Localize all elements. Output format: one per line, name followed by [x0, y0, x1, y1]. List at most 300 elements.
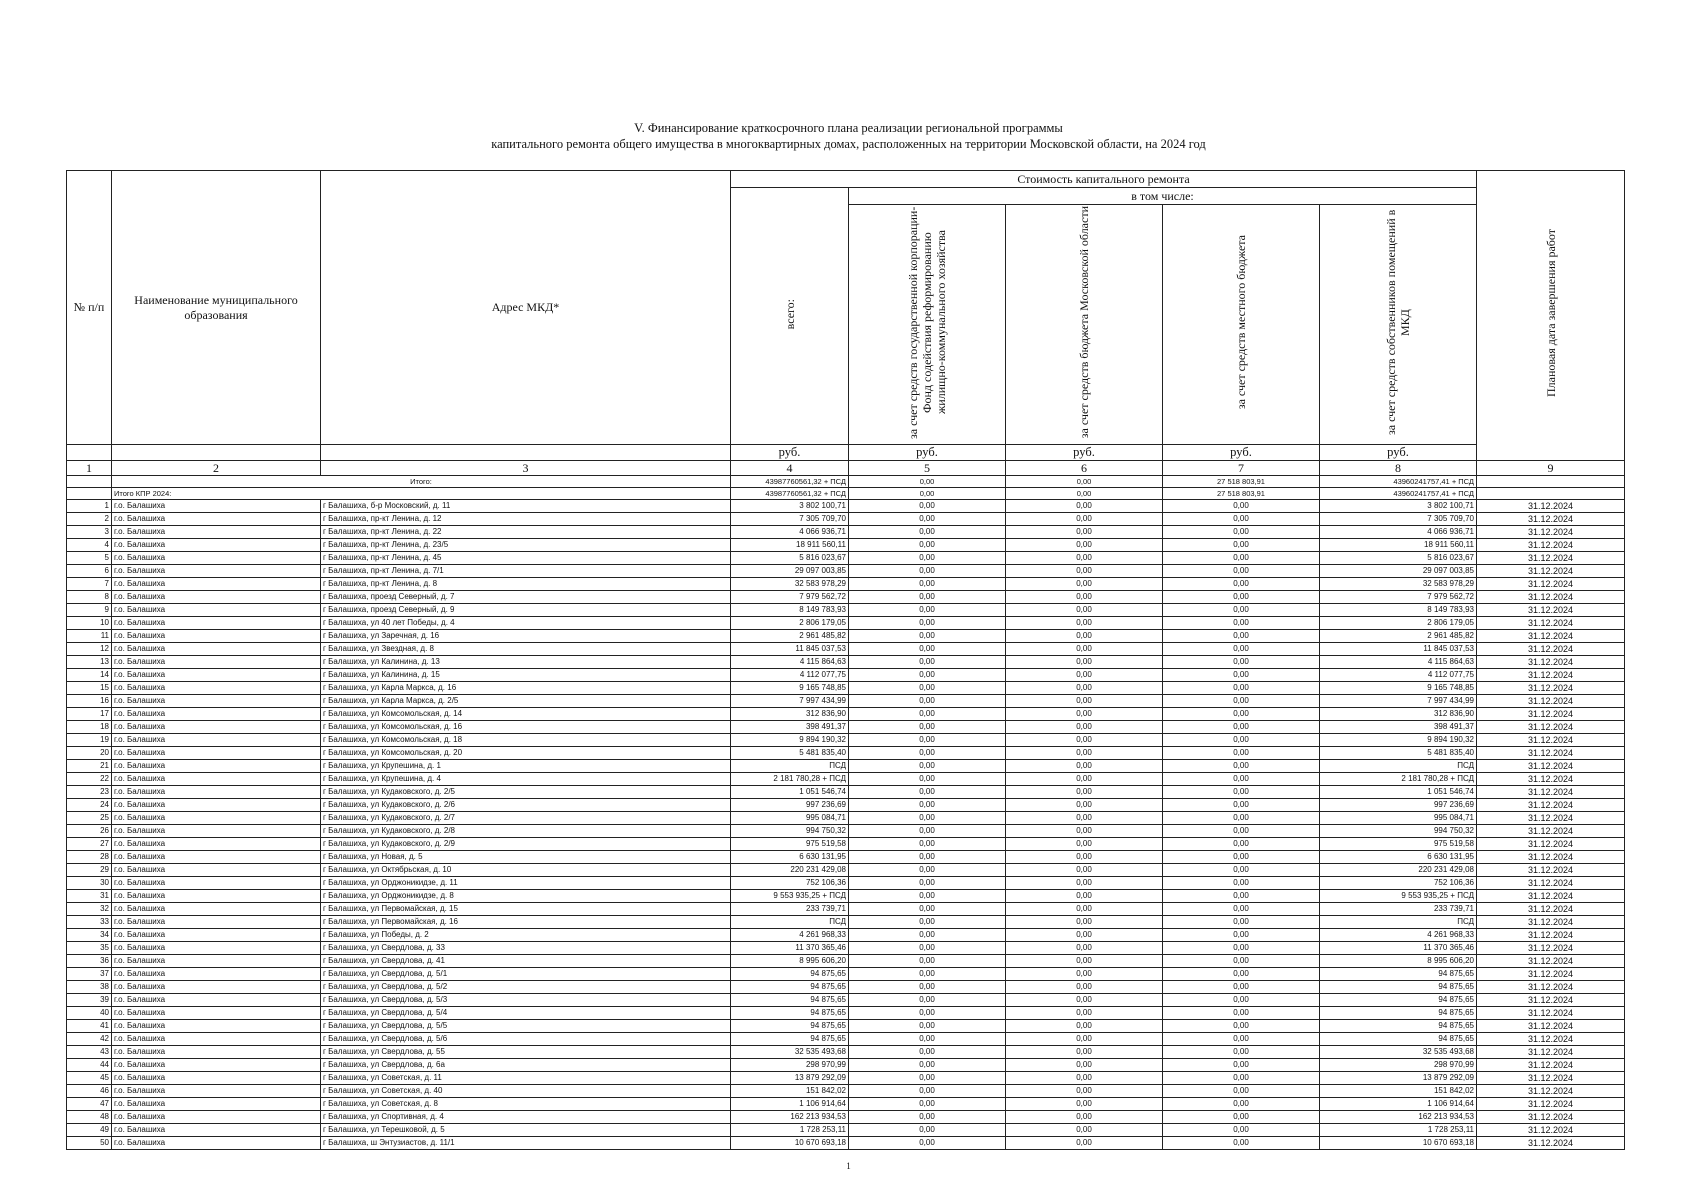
row-region: 0,00	[1006, 1007, 1163, 1020]
row-owners: 997 236,69	[1320, 799, 1477, 812]
row-date: 31.12.2024	[1477, 552, 1625, 565]
row-date: 31.12.2024	[1477, 747, 1625, 760]
row-local: 0,00	[1163, 747, 1320, 760]
row-address: г Балашиха, ул Калинина, д. 15	[321, 669, 731, 682]
row-number: 16	[67, 695, 112, 708]
row-total: 162 213 934,53	[731, 1111, 849, 1124]
row-address: г Балашиха, пр-кт Ленина, д. 23/5	[321, 539, 731, 552]
row-number: 36	[67, 955, 112, 968]
row-local: 0,00	[1163, 656, 1320, 669]
row-municipality: г.о. Балашиха	[112, 968, 321, 981]
row-local: 0,00	[1163, 539, 1320, 552]
row-owners: 8 995 606,20	[1320, 955, 1477, 968]
row-date: 31.12.2024	[1477, 591, 1625, 604]
row-date: 31.12.2024	[1477, 994, 1625, 1007]
table-row	[67, 708, 1625, 721]
row-address: г Балашиха, проезд Северный, д. 9	[321, 604, 731, 617]
row-date: 31.12.2024	[1477, 604, 1625, 617]
row-fund: 0,00	[849, 643, 1006, 656]
row-owners: 29 097 003,85	[1320, 565, 1477, 578]
row-region: 0,00	[1006, 812, 1163, 825]
row-fund: 0,00	[849, 513, 1006, 526]
row-local: 0,00	[1163, 916, 1320, 929]
row-owners: 4 066 936,71	[1320, 526, 1477, 539]
row-fund: 0,00	[849, 539, 1006, 552]
row-municipality: г.о. Балашиха	[112, 1124, 321, 1137]
row-total: 94 875,65	[731, 1020, 849, 1033]
row-local: 0,00	[1163, 877, 1320, 890]
row-municipality: г.о. Балашиха	[112, 1072, 321, 1085]
row-owners: 752 106,36	[1320, 877, 1477, 890]
header-address: Адрес МКД*	[321, 171, 731, 445]
row-total: 10 670 693,18	[731, 1137, 849, 1150]
row-local: 0,00	[1163, 513, 1320, 526]
row-fund: 0,00	[849, 617, 1006, 630]
row-fund: 0,00	[849, 929, 1006, 942]
row-region: 0,00	[1006, 1085, 1163, 1098]
row-address: г Балашиха, ул Кудаковского, д. 2/5	[321, 786, 731, 799]
row-region: 0,00	[1006, 721, 1163, 734]
row-municipality: г.о. Балашиха	[112, 617, 321, 630]
row-number: 19	[67, 734, 112, 747]
row-region: 0,00	[1006, 643, 1163, 656]
unit-local: руб.	[1163, 445, 1320, 461]
row-municipality: г.о. Балашиха	[112, 864, 321, 877]
row-owners: 18 911 560,11	[1320, 539, 1477, 552]
row-municipality: г.о. Балашиха	[112, 890, 321, 903]
row-municipality: г.о. Балашиха	[112, 1020, 321, 1033]
header-date: Плановая дата завершения работ	[1543, 229, 1558, 398]
row-date: 31.12.2024	[1477, 825, 1625, 838]
row-region: 0,00	[1006, 760, 1163, 773]
row-municipality: г.о. Балашиха	[112, 955, 321, 968]
row-address: г Балашиха, ул Советская, д. 11	[321, 1072, 731, 1085]
table-row	[67, 773, 1625, 786]
row-date: 31.12.2024	[1477, 500, 1625, 513]
row-total: 6 630 131,95	[731, 851, 849, 864]
row-owners: 9 165 748,85	[1320, 682, 1477, 695]
table-row	[67, 916, 1625, 929]
row-municipality: г.о. Балашиха	[112, 643, 321, 656]
row-region: 0,00	[1006, 890, 1163, 903]
row-address: г Балашиха, ул Победы, д. 2	[321, 929, 731, 942]
row-owners: 2 806 179,05	[1320, 617, 1477, 630]
summary-num-cell	[67, 476, 112, 488]
row-address: г Балашиха, ул Спортивная, д. 4	[321, 1111, 731, 1124]
row-owners: 1 728 253,11	[1320, 1124, 1477, 1137]
header-region-cell	[1006, 205, 1163, 445]
table-row	[67, 1046, 1625, 1059]
row-municipality: г.о. Балашиха	[112, 877, 321, 890]
row-region: 0,00	[1006, 1033, 1163, 1046]
row-owners: 4 115 864,63	[1320, 656, 1477, 669]
row-address: г Балашиха, ул Новая, д. 5	[321, 851, 731, 864]
row-address: г Балашиха, пр-кт Ленина, д. 22	[321, 526, 731, 539]
row-region: 0,00	[1006, 1059, 1163, 1072]
table-row	[67, 682, 1625, 695]
row-date: 31.12.2024	[1477, 929, 1625, 942]
row-region: 0,00	[1006, 773, 1163, 786]
row-date: 31.12.2024	[1477, 695, 1625, 708]
row-owners: 312 836,90	[1320, 708, 1477, 721]
row-address: г Балашиха, ш Энтузиастов, д. 11/1	[321, 1137, 731, 1150]
row-number: 7	[67, 578, 112, 591]
row-number: 35	[67, 942, 112, 955]
row-date: 31.12.2024	[1477, 539, 1625, 552]
row-region: 0,00	[1006, 513, 1163, 526]
row-region: 0,00	[1006, 565, 1163, 578]
summary-local: 27 518 803,91	[1163, 476, 1320, 488]
row-municipality: г.о. Балашиха	[112, 981, 321, 994]
row-address: г Балашиха, ул Свердлова, д. 5/6	[321, 1033, 731, 1046]
row-region: 0,00	[1006, 708, 1163, 721]
header-num: № п/п	[67, 171, 112, 445]
summary-owners: 43960241757,41 + ПСД	[1320, 476, 1477, 488]
row-municipality: г.о. Балашиха	[112, 903, 321, 916]
row-total: 94 875,65	[731, 981, 849, 994]
table-row	[67, 630, 1625, 643]
col-number: 7	[1163, 461, 1320, 476]
row-fund: 0,00	[849, 734, 1006, 747]
unit-total: руб.	[731, 445, 849, 461]
table-row	[67, 1059, 1625, 1072]
financing-table	[66, 170, 1625, 1150]
row-number: 43	[67, 1046, 112, 1059]
row-number: 29	[67, 864, 112, 877]
row-address: г Балашиха, пр-кт Ленина, д. 12	[321, 513, 731, 526]
row-address: г Балашиха, ул Комсомольская, д. 14	[321, 708, 731, 721]
row-region: 0,00	[1006, 591, 1163, 604]
row-address: г Балашиха, ул Звездная, д. 8	[321, 643, 731, 656]
row-region: 0,00	[1006, 916, 1163, 929]
row-address: г Балашиха, ул Кудаковского, д. 2/9	[321, 838, 731, 851]
row-municipality: г.о. Балашиха	[112, 838, 321, 851]
row-number: 22	[67, 773, 112, 786]
row-date: 31.12.2024	[1477, 981, 1625, 994]
row-region: 0,00	[1006, 1020, 1163, 1033]
row-owners: 2 181 780,28 + ПСД	[1320, 773, 1477, 786]
row-address: г Балашиха, ул Свердлова, д. 5/2	[321, 981, 731, 994]
document-title-line1: V. Финансирование краткосрочного плана реализации региональной программы	[634, 121, 1063, 135]
table-row	[67, 942, 1625, 955]
row-date: 31.12.2024	[1477, 513, 1625, 526]
col-number: 9	[1477, 461, 1625, 476]
row-date: 31.12.2024	[1477, 617, 1625, 630]
row-total: 29 097 003,85	[731, 565, 849, 578]
row-local: 0,00	[1163, 1020, 1320, 1033]
row-local: 0,00	[1163, 1098, 1320, 1111]
row-address: г Балашиха, пр-кт Ленина, д. 8	[321, 578, 731, 591]
header-cost: Стоимость капитального ремонта	[731, 171, 1477, 188]
row-local: 0,00	[1163, 1046, 1320, 1059]
row-fund: 0,00	[849, 604, 1006, 617]
row-number: 48	[67, 1111, 112, 1124]
row-owners: 94 875,65	[1320, 994, 1477, 1007]
row-address: г Балашиха, ул Свердлова, д. 5/4	[321, 1007, 731, 1020]
row-fund: 0,00	[849, 1033, 1006, 1046]
row-fund: 0,00	[849, 552, 1006, 565]
row-date: 31.12.2024	[1477, 760, 1625, 773]
row-region: 0,00	[1006, 656, 1163, 669]
row-number: 14	[67, 669, 112, 682]
row-address: г Балашиха, ул Крупешина, д. 4	[321, 773, 731, 786]
row-fund: 0,00	[849, 955, 1006, 968]
row-number: 2	[67, 513, 112, 526]
row-number: 47	[67, 1098, 112, 1111]
row-address: г Балашиха, ул Свердлова, д. 55	[321, 1046, 731, 1059]
row-total: 2 181 780,28 + ПСД	[731, 773, 849, 786]
row-municipality: г.о. Балашиха	[112, 669, 321, 682]
row-fund: 0,00	[849, 1137, 1006, 1150]
row-municipality: г.о. Балашиха	[112, 1098, 321, 1111]
row-municipality: г.о. Балашиха	[112, 1085, 321, 1098]
row-local: 0,00	[1163, 890, 1320, 903]
row-local: 0,00	[1163, 643, 1320, 656]
row-municipality: г.о. Балашиха	[112, 578, 321, 591]
row-total: 398 491,37	[731, 721, 849, 734]
row-number: 26	[67, 825, 112, 838]
summary-row	[67, 488, 1625, 500]
row-local: 0,00	[1163, 929, 1320, 942]
row-municipality: г.о. Балашиха	[112, 591, 321, 604]
row-region: 0,00	[1006, 903, 1163, 916]
row-total: 1 106 914,64	[731, 1098, 849, 1111]
row-local: 0,00	[1163, 1033, 1320, 1046]
row-number: 5	[67, 552, 112, 565]
row-date: 31.12.2024	[1477, 578, 1625, 591]
row-local: 0,00	[1163, 760, 1320, 773]
row-municipality: г.о. Балашиха	[112, 1111, 321, 1124]
table-row	[67, 838, 1625, 851]
row-local: 0,00	[1163, 799, 1320, 812]
row-owners: 11 845 037,53	[1320, 643, 1477, 656]
row-address: г Балашиха, ул Комсомольская, д. 20	[321, 747, 731, 760]
row-total: 4 115 864,63	[731, 656, 849, 669]
row-address: г Балашиха, ул 40 лет Победы, д. 4	[321, 617, 731, 630]
table-row	[67, 981, 1625, 994]
summary-row	[67, 476, 1625, 488]
row-fund: 0,00	[849, 825, 1006, 838]
row-date: 31.12.2024	[1477, 1098, 1625, 1111]
row-region: 0,00	[1006, 682, 1163, 695]
row-fund: 0,00	[849, 565, 1006, 578]
row-fund: 0,00	[849, 786, 1006, 799]
row-region: 0,00	[1006, 1137, 1163, 1150]
col-number: 5	[849, 461, 1006, 476]
row-owners: 995 084,71	[1320, 812, 1477, 825]
row-municipality: г.о. Балашиха	[112, 812, 321, 825]
row-number: 3	[67, 526, 112, 539]
row-number: 1	[67, 500, 112, 513]
row-owners: 11 370 365,46	[1320, 942, 1477, 955]
row-municipality: г.о. Балашиха	[112, 786, 321, 799]
row-total: 11 845 037,53	[731, 643, 849, 656]
row-fund: 0,00	[849, 838, 1006, 851]
col-number: 6	[1006, 461, 1163, 476]
row-owners: 162 213 934,53	[1320, 1111, 1477, 1124]
header-local-cell	[1163, 205, 1320, 445]
row-municipality: г.о. Балашиха	[112, 1033, 321, 1046]
table-row	[67, 1020, 1625, 1033]
row-fund: 0,00	[849, 981, 1006, 994]
row-address: г Балашиха, проезд Северный, д. 7	[321, 591, 731, 604]
row-number: 21	[67, 760, 112, 773]
row-total: 9 553 935,25 + ПСД	[731, 890, 849, 903]
row-address: г Балашиха, ул Свердлова, д. 5/5	[321, 1020, 731, 1033]
header-fund-cell	[849, 205, 1006, 445]
row-fund: 0,00	[849, 500, 1006, 513]
row-date: 31.12.2024	[1477, 812, 1625, 825]
row-municipality: г.о. Балашиха	[112, 526, 321, 539]
row-owners: 10 670 693,18	[1320, 1137, 1477, 1150]
table-row	[67, 851, 1625, 864]
row-fund: 0,00	[849, 708, 1006, 721]
row-date: 31.12.2024	[1477, 1137, 1625, 1150]
row-total: 7 979 562,72	[731, 591, 849, 604]
table-row	[67, 734, 1625, 747]
summary-total: 43987760561,32 + ПСД	[731, 488, 849, 500]
row-address: г Балашиха, ул Кудаковского, д. 2/6	[321, 799, 731, 812]
row-local: 0,00	[1163, 1059, 1320, 1072]
page-number: 1	[846, 1161, 851, 1171]
row-number: 18	[67, 721, 112, 734]
row-owners: 3 802 100,71	[1320, 500, 1477, 513]
row-owners: 32 583 978,29	[1320, 578, 1477, 591]
row-total: 5 816 023,67	[731, 552, 849, 565]
row-number: 20	[67, 747, 112, 760]
row-fund: 0,00	[849, 968, 1006, 981]
row-region: 0,00	[1006, 747, 1163, 760]
row-region: 0,00	[1006, 786, 1163, 799]
summary-local: 27 518 803,91	[1163, 488, 1320, 500]
row-address: г Балашиха, ул Заречная, д. 16	[321, 630, 731, 643]
row-total: 1 728 253,11	[731, 1124, 849, 1137]
row-municipality: г.о. Балашиха	[112, 1046, 321, 1059]
row-region: 0,00	[1006, 695, 1163, 708]
row-address: г Балашиха, ул Карла Маркса, д. 16	[321, 682, 731, 695]
row-fund: 0,00	[849, 669, 1006, 682]
row-region: 0,00	[1006, 864, 1163, 877]
table-row	[67, 578, 1625, 591]
row-local: 0,00	[1163, 942, 1320, 955]
row-address: г Балашиха, ул Свердлова, д. 5/1	[321, 968, 731, 981]
row-total: 1 051 546,74	[731, 786, 849, 799]
row-number: 32	[67, 903, 112, 916]
row-local: 0,00	[1163, 617, 1320, 630]
row-municipality: г.о. Балашиха	[112, 734, 321, 747]
row-number: 41	[67, 1020, 112, 1033]
row-local: 0,00	[1163, 695, 1320, 708]
unit-fund: руб.	[849, 445, 1006, 461]
row-municipality: г.о. Балашиха	[112, 500, 321, 513]
row-region: 0,00	[1006, 630, 1163, 643]
row-total: 5 481 835,40	[731, 747, 849, 760]
row-number: 15	[67, 682, 112, 695]
row-local: 0,00	[1163, 968, 1320, 981]
row-total: 7 997 434,99	[731, 695, 849, 708]
row-total: 13 879 292,09	[731, 1072, 849, 1085]
summary-label: Итого:	[112, 476, 731, 488]
row-local: 0,00	[1163, 526, 1320, 539]
row-region: 0,00	[1006, 1124, 1163, 1137]
row-fund: 0,00	[849, 1124, 1006, 1137]
row-address: г Балашиха, ул Первомайская, д. 16	[321, 916, 731, 929]
row-address: г Балашиха, ул Октябрьская, д. 10	[321, 864, 731, 877]
row-total: 94 875,65	[731, 968, 849, 981]
row-local: 0,00	[1163, 630, 1320, 643]
row-number: 45	[67, 1072, 112, 1085]
row-number: 9	[67, 604, 112, 617]
row-local: 0,00	[1163, 734, 1320, 747]
table-row	[67, 825, 1625, 838]
row-owners: 5 816 023,67	[1320, 552, 1477, 565]
row-fund: 0,00	[849, 630, 1006, 643]
row-owners: 220 231 429,08	[1320, 864, 1477, 877]
row-date: 31.12.2024	[1477, 1020, 1625, 1033]
row-local: 0,00	[1163, 1111, 1320, 1124]
row-fund: 0,00	[849, 1020, 1006, 1033]
row-region: 0,00	[1006, 877, 1163, 890]
row-total: 11 370 365,46	[731, 942, 849, 955]
row-number: 23	[67, 786, 112, 799]
row-date: 31.12.2024	[1477, 968, 1625, 981]
row-owners: 94 875,65	[1320, 981, 1477, 994]
header-total-cell	[731, 188, 849, 445]
row-owners: 975 519,58	[1320, 838, 1477, 851]
row-municipality: г.о. Балашиха	[112, 1007, 321, 1020]
row-local: 0,00	[1163, 1124, 1320, 1137]
row-address: г Балашиха, ул Комсомольская, д. 16	[321, 721, 731, 734]
row-fund: 0,00	[849, 890, 1006, 903]
row-fund: 0,00	[849, 1098, 1006, 1111]
row-total: 975 519,58	[731, 838, 849, 851]
row-date: 31.12.2024	[1477, 877, 1625, 890]
header-total: всего:	[782, 298, 797, 330]
row-municipality: г.о. Балашиха	[112, 552, 321, 565]
row-number: 12	[67, 643, 112, 656]
table-row	[67, 890, 1625, 903]
table-row	[67, 903, 1625, 916]
row-region: 0,00	[1006, 552, 1163, 565]
row-date: 31.12.2024	[1477, 838, 1625, 851]
row-owners: 7 979 562,72	[1320, 591, 1477, 604]
row-local: 0,00	[1163, 565, 1320, 578]
row-owners: 4 261 968,33	[1320, 929, 1477, 942]
row-fund: 0,00	[849, 812, 1006, 825]
row-total: 7 305 709,70	[731, 513, 849, 526]
row-fund: 0,00	[849, 799, 1006, 812]
table-row	[67, 1072, 1625, 1085]
table-row	[67, 968, 1625, 981]
table-row	[67, 721, 1625, 734]
row-fund: 0,00	[849, 695, 1006, 708]
row-address: г Балашиха, б-р Московский, д. 11	[321, 500, 731, 513]
summary-num-cell	[67, 488, 112, 500]
row-region: 0,00	[1006, 838, 1163, 851]
row-municipality: г.о. Балашиха	[112, 721, 321, 734]
row-number: 6	[67, 565, 112, 578]
row-region: 0,00	[1006, 1111, 1163, 1124]
row-local: 0,00	[1163, 1137, 1320, 1150]
table-row	[67, 786, 1625, 799]
row-total: 2 806 179,05	[731, 617, 849, 630]
row-fund: 0,00	[849, 591, 1006, 604]
row-address: г Балашиха, ул Кудаковского, д. 2/8	[321, 825, 731, 838]
row-number: 39	[67, 994, 112, 1007]
row-region: 0,00	[1006, 929, 1163, 942]
row-region: 0,00	[1006, 981, 1163, 994]
row-region: 0,00	[1006, 500, 1163, 513]
